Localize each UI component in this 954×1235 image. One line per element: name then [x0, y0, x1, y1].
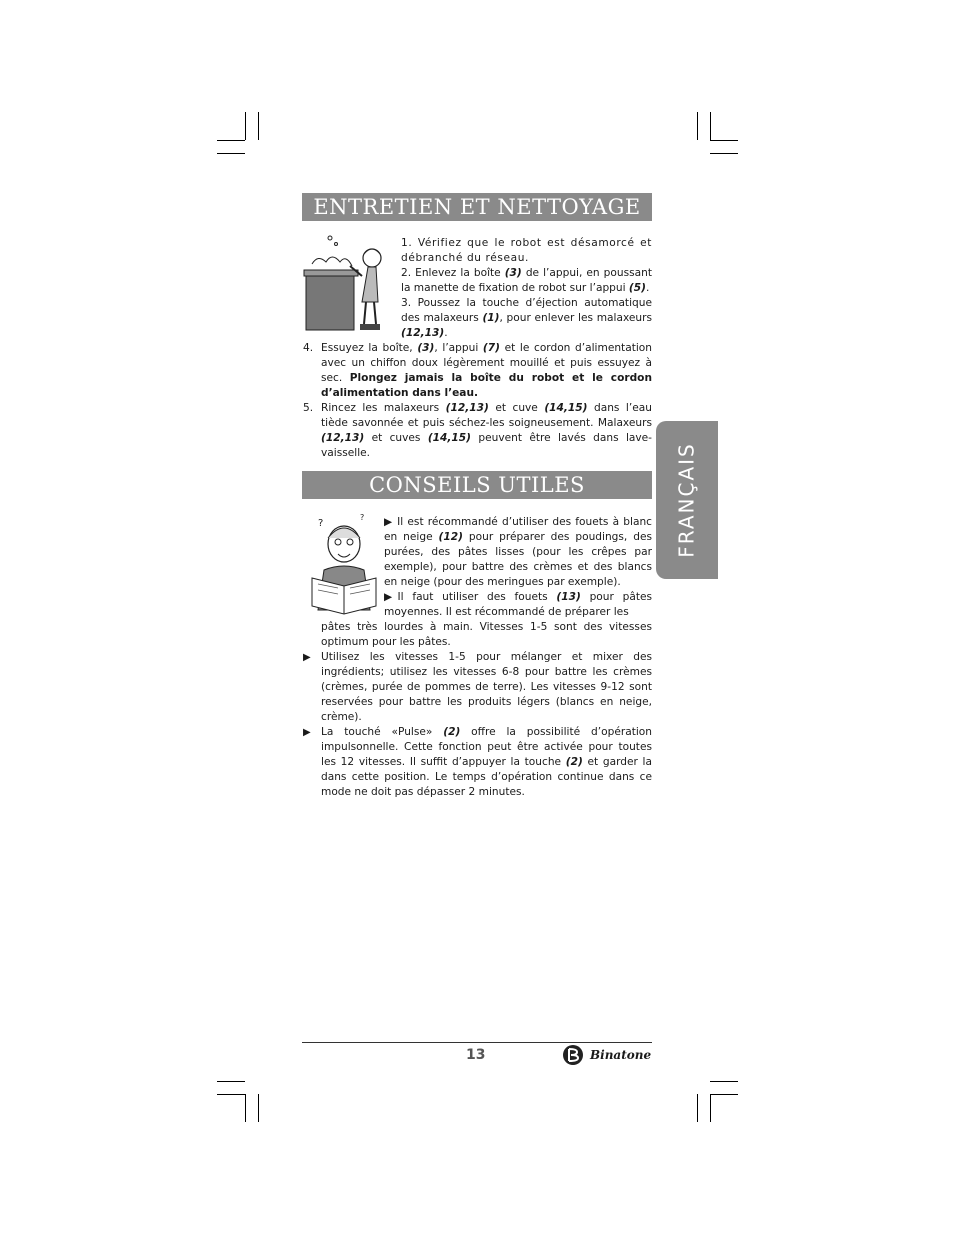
crop-mark: [217, 1094, 245, 1095]
step-5: 5. Rincez les malaxeurs (12,13) et cuve (14,15) dans l’eau tiède savonnée et puis séchez-les soigneusement. Malaxeurs (12,13) et cuves (14,15) peuvent être lavés dans lave-vaisselle.: [303, 402, 652, 459]
crop-mark: [710, 1094, 738, 1095]
crop-mark: [217, 1081, 245, 1082]
tip-2: ▶Il faut utiliser des fouets (13) pour pâtes moyennes. Il est récommandé de préparer les: [384, 591, 653, 618]
step-3: 3. Poussez la touche d’éjection automatique des malaxeurs (1), pour enlever les malaxeurs (12,13).: [401, 297, 652, 339]
section-title-maintenance: [302, 193, 652, 221]
crop-mark: [245, 112, 246, 140]
tip-2-text: pâtes très lourdes à main. Vitesses 1-5 sont des vitesses optimum pour les pâtes.: [321, 621, 652, 648]
brand-name: Binatone: [590, 1048, 652, 1062]
step-2: 2. Enlevez la boîte (3) de l’appui, en poussant la manette de fixation de robot sur l’appui (5).: [401, 267, 652, 294]
svg-text:?: ?: [318, 518, 324, 529]
language-label: FRANÇAIS: [675, 442, 700, 558]
brand-logo: [562, 1044, 651, 1066]
step-4: 4. Essuyez la boîte, (3), l’appui (7) et le cordon d’alimentation avec un chiffon doux légèrement mouillé et puis essuyez à sec. Plongez jamais la boîte du robot et le cordon d’alimentation dans l’eau.: [303, 342, 652, 399]
crop-mark: [710, 1081, 738, 1082]
tip-4: ▶ La touché «Pulse» (2) offre la possibilité d’opération impulsonnelle. Cette fonction peut être activée pour toutes les 12 vitesses. Il suffit d’appuyer la touche (2) et garder la dans cette position. Le temps d’opération continue dans ce mode ne doit pas dépasser 2 minutes.: [303, 726, 652, 798]
reading-man-illustration: [302, 510, 382, 620]
tips-3-4: [303, 650, 652, 800]
crop-mark: [710, 1094, 711, 1122]
crop-mark: [258, 112, 259, 140]
page-number: 13: [466, 1047, 486, 1063]
crop-mark: [710, 112, 711, 140]
tips-1-2: [384, 515, 652, 620]
crop-mark: [710, 140, 738, 141]
maintenance-steps-1-3: [401, 236, 652, 341]
crop-mark: [697, 1094, 698, 1122]
bullet-icon: ▶: [303, 727, 311, 738]
section-title-tips: [302, 471, 652, 499]
crop-mark: [217, 140, 245, 141]
crop-mark: [245, 1094, 246, 1122]
section-title-text: CONSEILS UTILES: [369, 473, 585, 497]
crop-mark: [710, 153, 738, 154]
svg-text:?: ?: [360, 513, 365, 522]
step-1: 1. Vérifiez que le robot est désamorcé et débranché du réseau.: [401, 237, 652, 264]
crop-mark: [217, 153, 245, 154]
language-tab: [656, 421, 718, 579]
section-title-text: ENTRETIEN ET NETTOYAGE: [313, 195, 641, 219]
maintenance-steps-4-5: [303, 341, 652, 461]
tip-3: ▶ Utilisez les vitesses 1-5 pour mélanger et mixer des ingrédients; utilisez les vitesses 6-8 pour battre les crèmes (crèmes, purée de pommes de terre). Les vitesses 9-12 sont reservées pour battre les produits légers (blancs en neige, crème).: [303, 651, 652, 723]
washing-illustration: [302, 232, 394, 334]
tip-1: ▶ Il est récommandé d’utiliser des fouets à blanc en neige (12) pour préparer des poudings, des purées, des pâtes lisses (pour les crêpes par exemple), pour battre des crèmes et des blancs en neige (pour des meringues par exemple).: [384, 516, 652, 588]
footer-divider: [302, 1042, 652, 1043]
crop-mark: [258, 1094, 259, 1122]
bullet-icon: ▶: [303, 652, 311, 663]
tip-2-continued: [321, 620, 652, 650]
binatone-logo-icon: [562, 1044, 588, 1066]
crop-mark: [697, 112, 698, 140]
